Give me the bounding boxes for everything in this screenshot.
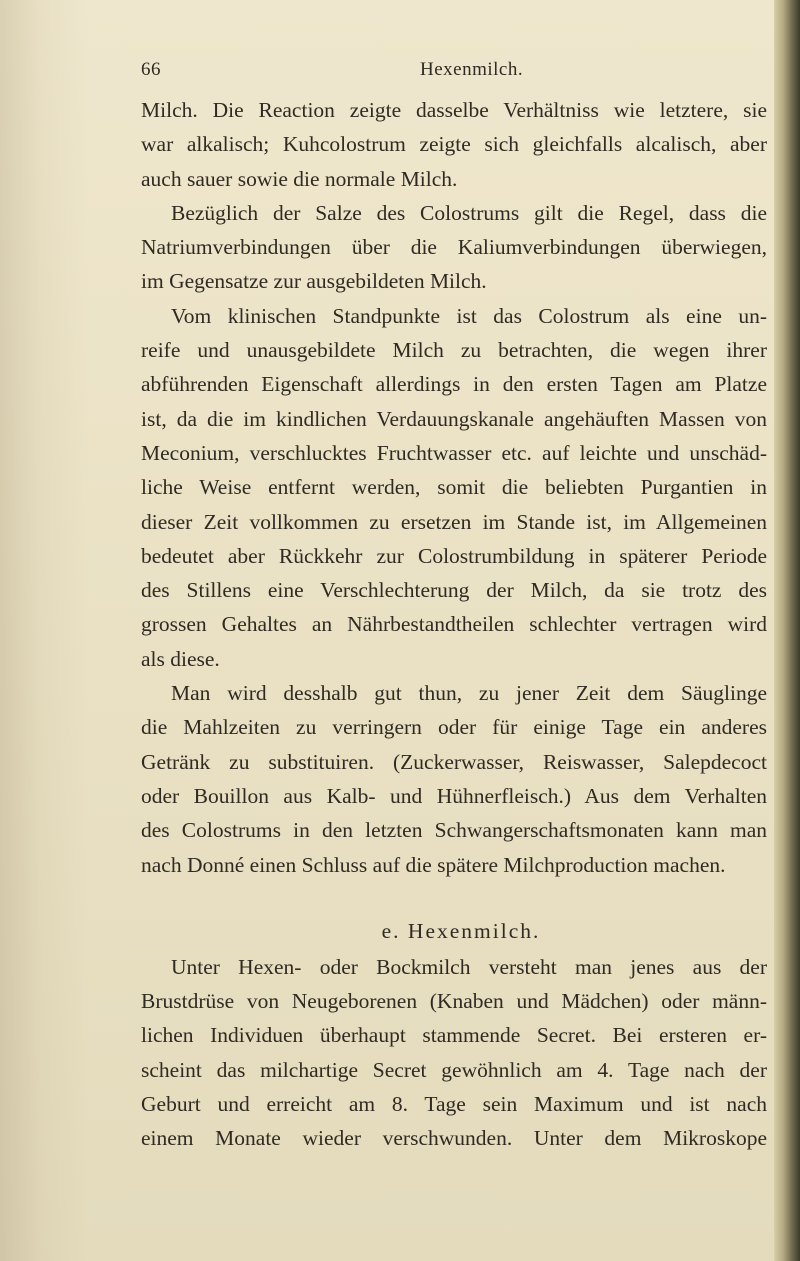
- text-line: im Gegensatze zur ausgebildeten Milch.: [141, 269, 487, 294]
- text-line: lichen Individuen überhaupt stammende Secret. Bei ersteren er-: [141, 1023, 767, 1048]
- running-title: Hexenmilch.: [420, 59, 524, 80]
- text-line: bedeutet aber Rückkehr zur Colostrumbildung in späterer Periode: [141, 543, 767, 568]
- page-header: [0, 55, 800, 91]
- text-line: Meconium, verschlucktes Fruchtwasser etc. auf leichte und unschäd-: [141, 440, 767, 465]
- text-line: abführenden Eigenschaft allerdings in den ersten Tagen am Platze: [141, 372, 767, 397]
- text-line: Man wird desshalb gut thun, zu jener Zeit dem Säuglinge: [171, 681, 767, 706]
- text-line: liche Weise entfernt werden, somit die beliebten Purgantien in: [141, 475, 767, 500]
- text-line: Getränk zu substituiren. (Zuckerwasser, Reiswasser, Salepdecoct: [141, 749, 767, 774]
- book-spine-edge: [774, 0, 800, 1261]
- text-line: nach Donné einen Schluss auf die spätere Milchproduction machen.: [141, 852, 726, 877]
- text-line: einem Monate wieder verschwunden. Unter dem Mikroskope: [141, 1126, 767, 1151]
- section-heading: e. Hexenmilch.: [381, 918, 541, 943]
- text-line: Natriumverbindungen über die Kaliumverbindungen überwiegen,: [141, 235, 767, 260]
- text-line: Bezüglich der Salze des Colostrums gilt die Regel, dass die: [171, 200, 767, 225]
- text-line: als diese.: [141, 646, 220, 671]
- text-line: auch sauer sowie die normale Milch.: [141, 166, 458, 191]
- text-line: ist, da die im kindlichen Verdauungskanale angehäuften Massen von: [141, 406, 767, 431]
- text-line: Milch. Die Reaction zeigte dasselbe Verhältniss wie letztere, sie: [141, 98, 767, 122]
- text-line: Unter Hexen- oder Bockmilch versteht man jenes aus der: [171, 954, 767, 979]
- text-line: reife und unausgebildete Milch zu betrachten, die wegen ihrer: [141, 338, 767, 363]
- text-line: Brustdrüse von Neugeborenen (Knaben und Mädchen) oder männ-: [141, 989, 767, 1014]
- text-line: Vom klinischen Standpunkte ist das Colostrum als eine un-: [171, 303, 767, 328]
- text-line: Geburt und erreicht am 8. Tage sein Maximum und ist nach: [141, 1092, 767, 1117]
- page-number: 66: [141, 59, 161, 80]
- text-line: oder Bouillon aus Kalb- und Hühnerfleisch.) Aus dem Verhalten: [141, 783, 767, 808]
- body-text: [141, 93, 767, 1156]
- text-line: die Mahlzeiten zu verringern oder für einige Tage ein anderes: [141, 715, 767, 740]
- text-line: des Colostrums in den letzten Schwangerschaftsmonaten kann man: [141, 818, 767, 843]
- text-line: grossen Gehaltes an Nährbestandtheilen schlechter vertragen wird: [141, 612, 767, 637]
- text-line: war alkalisch; Kuhcolostrum zeigte sich gleichfalls alcalisch, aber: [141, 132, 767, 157]
- text-line: dieser Zeit vollkommen zu ersetzen im Stande ist, im Allgemeinen: [141, 509, 767, 534]
- text-line: scheint das milchartige Secret gewöhnlich am 4. Tage nach der: [141, 1057, 767, 1082]
- text-line: des Stillens eine Verschlechterung der Milch, da sie trotz des: [141, 578, 767, 603]
